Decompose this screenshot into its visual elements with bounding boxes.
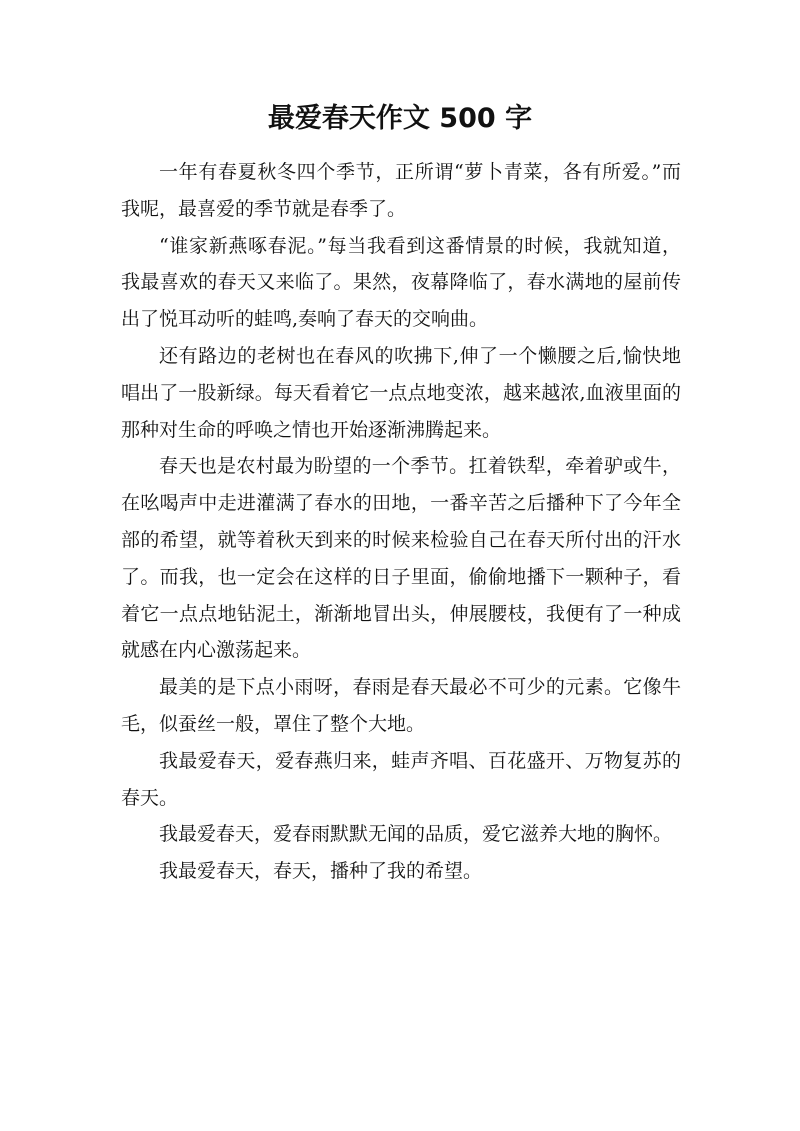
paragraph-4: 春天也是农村最为盼望的一个季节。扛着铁犁，牵着驴或牛，在吆喝声中走进灌满了春水的田地，一番辛苦之后播种下了今年全部的希望，就等着秋天到来的时候来检验自己在春天所付出的汗水了。而我，也一定会在这样的日子里面，偷偷地播下一颗种子，看着它一点点地钻泥土，渐渐地冒出头，伸展腰枝，我便有了一种成就感在内心激荡起来。 — [121, 455, 681, 662]
paragraph-8: 我最爱春天，春天，播种了我的希望。 — [159, 860, 483, 883]
paragraph-3: 还有路边的老树也在春风的吹拂下,伸了一个懒腰之后,愉快地唱出了一股新绿。每天看着它一点点地变浓，越来越浓,血液里面的那种对生命的呼唤之情也开始逐渐沸腾起来。 — [121, 344, 681, 441]
paragraph-5: 最美的是下点小雨呀，春雨是春天最必不可少的元素。它像牛毛，似蚕丝一般，罩住了整个大地。 — [121, 676, 681, 735]
paragraph-7: 我最爱春天，爱春雨默默无闻的品质，爱它滋养大地的胸怀。 — [159, 823, 673, 846]
paragraph-2: “谁家新燕啄春泥。”每当我看到这番情景的时候，我就知道，我最喜欢的春天又来临了。果然，夜幕降临了，春水满地的屋前传出了悦耳动听的蛙鸣,奏响了春天的交响曲。 — [121, 234, 681, 331]
essay-body — [121, 154, 681, 890]
paragraph-1: 一年有春夏秋冬四个季节，正所谓“萝卜青菜，各有所爱。”而我呢，最喜爱的季节就是春季了。 — [121, 161, 681, 220]
paragraph-6: 我最爱春天，爱春燕归来，蛙声齐唱、百花盛开、万物复苏的春天。 — [121, 749, 681, 809]
essay-title: 最爱春天作文 500 字 — [267, 103, 533, 134]
